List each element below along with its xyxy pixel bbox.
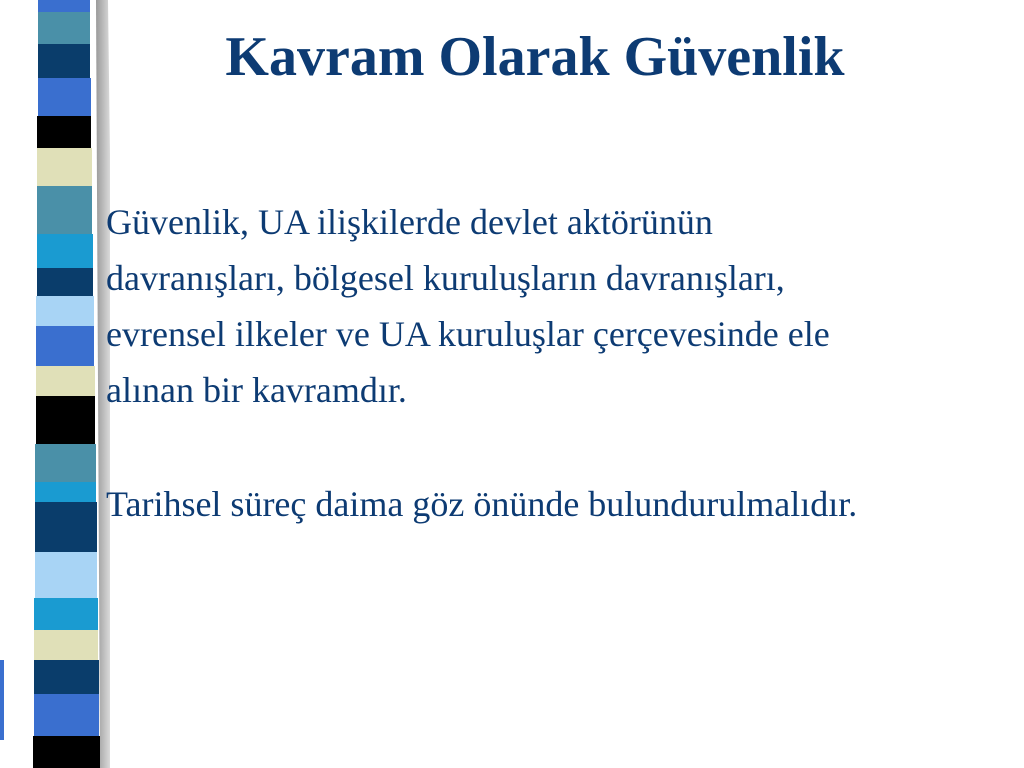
paragraph-spacer — [106, 418, 1024, 476]
second-paragraph: Tarihsel süreç daima göz önünde bulundurulmalıdır. — [106, 484, 858, 524]
paragraph-line: evrensel ilkeler ve UA kuruluşlar çerçevesinde ele — [106, 314, 830, 354]
paragraph-line: davranışları, bölgesel kuruluşların davranışları, — [106, 258, 785, 298]
stripe-blocks — [33, 0, 100, 768]
decorative-stripe-bar — [0, 0, 110, 768]
stripe-bar-graphic — [0, 0, 110, 768]
paragraph-line: alınan bir kavramdır. — [106, 370, 407, 410]
slide-title: Kavram Olarak Güvenlik — [225, 26, 845, 88]
slide-body — [106, 194, 1024, 532]
paragraph-line: Güvenlik, UA ilişkilerde devlet aktörünün — [106, 202, 713, 242]
